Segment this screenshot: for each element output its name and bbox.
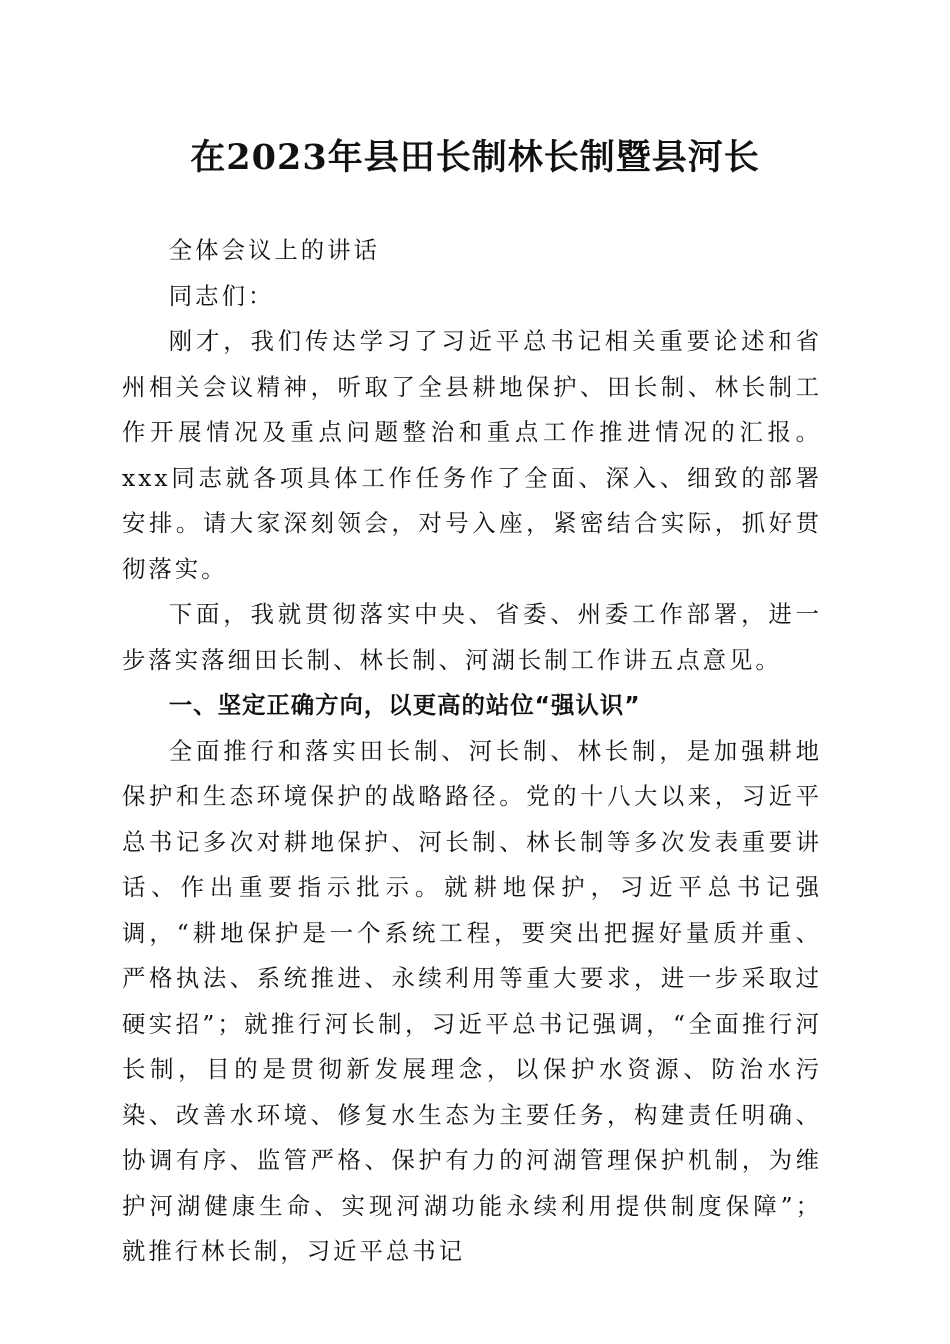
paragraph-opening: 刚才，我们传达学习了习近平总书记相关重要论述和省州相关会议精神，听取了全县耕地保护、田长制、林长制工作开展情况及重点问题整治和重点工作推进情况的汇报。xxx同志就各项具体工作任务作了全面、深入、细致的部署安排。请大家深刻领会，对号入座，紧密结合实际，抓好贯彻落实。 xyxy=(122,327,822,583)
subtitle-line: 全体会议上的讲话 xyxy=(168,236,380,264)
document-title: 在2023年县田长制林长制暨县河长 xyxy=(190,137,760,178)
salutation: 同志们： xyxy=(168,281,275,310)
document-body xyxy=(122,228,822,1275)
paragraph-section-1: 全面推行和落实田长制、河长制、林长制，是加强耕地保护和生态环境保护的战略路径。党的十八大以来，习近平总书记多次对耕地保护、河长制、林长制等多次发表重要讲话、作出重要指示批示。就耕地保护，习近平总书记强调，“耕地保护是一个系统工程，要突出把握好量质并重、严格执法、系统推进、永续利用等重大要求，进一步采取过硬实招”；就推行河长制，习近平总书记强调，“全面推行河长制，目的是贯彻新发展理念，以保护水资源、防治水污染、改善水环境、修复水生态为主要任务，构建责任明确、协调有序、监管严格、保护有力的河湖管理保护机制，为维护河湖健康生命、实现河湖功能永续利用提供制度保障”；就推行林长制，习近平总书记 xyxy=(122,736,822,1265)
section-heading-1: 一、坚定正确方向，以更高的站位“强认识” xyxy=(168,691,641,719)
paragraph-outline: 下面，我就贯彻落实中央、省委、州委工作部署，进一步落实落细田长制、林长制、河湖长制工作讲五点意见。 xyxy=(122,600,822,674)
